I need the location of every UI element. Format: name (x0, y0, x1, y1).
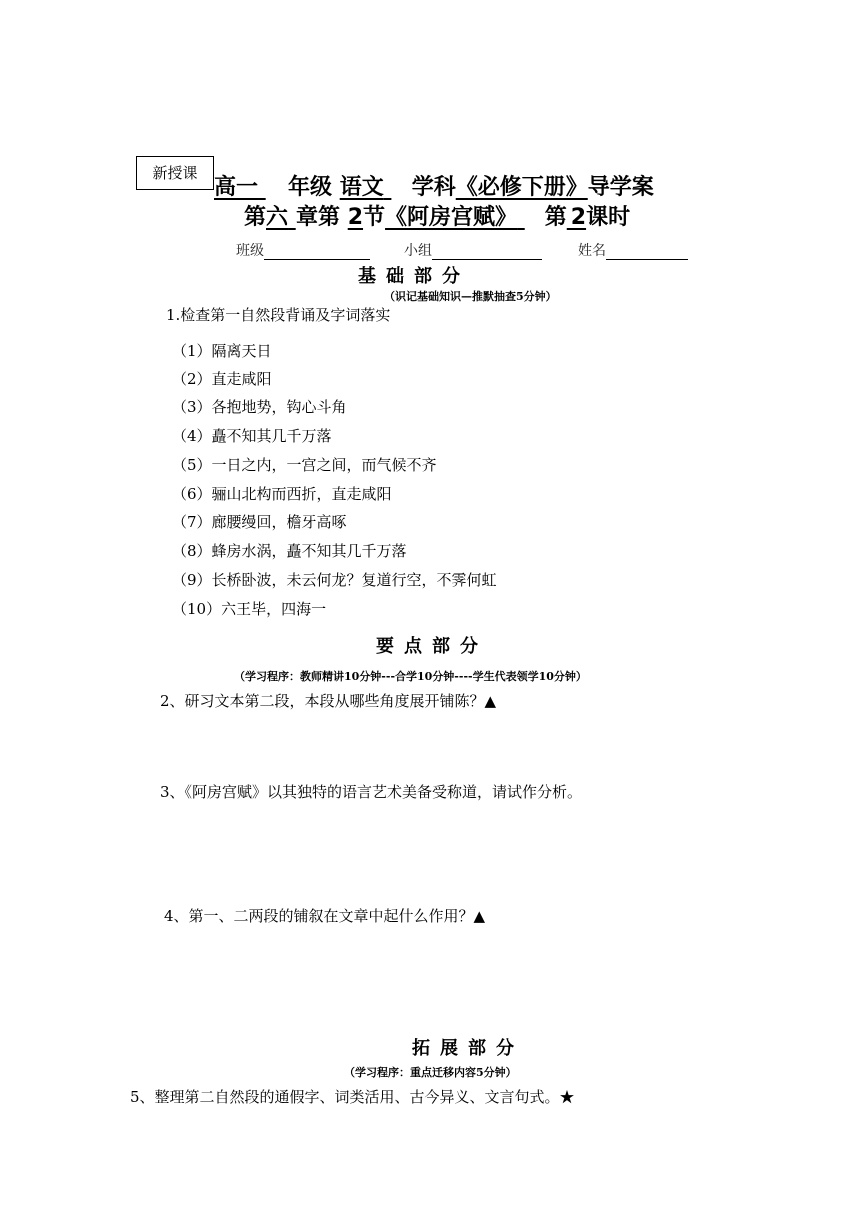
list-item: （7）廊腰缦回，檐牙高啄 (172, 513, 347, 531)
key-section-note: （学习程序：教师精讲10分钟---合学10分钟----学生代表领学10分钟） (234, 670, 587, 683)
hour-value: 2 (570, 205, 587, 230)
question-3: 3、《阿房宫赋》以其独特的语言艺术美备受称道，请试作分析。 (160, 783, 583, 801)
list-item: （4）矗不知其几千万落 (172, 427, 332, 445)
name-field: 姓名 (578, 240, 688, 260)
basic-section-note: （识记基础知识—推默抽查5分钟） (384, 290, 557, 303)
section-value: 2 (347, 205, 364, 230)
question-5: 5、整理第二自然段的通假字、词类活用、古今异义、文言句式。★ (130, 1088, 575, 1106)
grade-value: 高一 (214, 175, 259, 200)
chapter-value: 六 (266, 205, 289, 230)
question-4: 4、第一、二两段的铺叙在文章中起什么作用？▲ (164, 907, 486, 925)
class-field: 班级 (236, 240, 370, 260)
book-value: 《必修下册》 (455, 175, 588, 200)
group-blank[interactable] (432, 245, 542, 260)
key-section-title: 要点部分 (376, 636, 488, 657)
class-blank[interactable] (264, 245, 370, 260)
basic-section-title: 基础部分 (358, 266, 470, 287)
list-item: （3）各抱地势，钩心斗角 (172, 398, 347, 416)
lesson-title: 《阿房宫赋》 (385, 205, 518, 230)
list-item: （2）直走咸阳 (172, 370, 272, 388)
question-1: 1.检查第一自然段背诵及字词落实 (166, 306, 391, 324)
list-item: （1）隔离天日 (172, 342, 272, 360)
lesson-type-tag: 新授课 (136, 156, 214, 190)
extend-section-note: （学习程序：重点迁移内容5分钟） (344, 1066, 517, 1079)
subject-word: 学科 (411, 175, 456, 200)
subject-value: 语文 (339, 175, 384, 200)
title-line-2: 第六 章第 2节《阿房宫赋》 第 2课时 (244, 205, 631, 230)
question-2: 2、研习文本第二段，本段从哪些角度展开铺陈？▲ (160, 692, 497, 710)
list-item: （9）长桥卧波，未云何龙？复道行空，不霁何虹 (172, 571, 497, 589)
list-item: （5）一日之内，一宫之间，而气候不齐 (172, 456, 437, 474)
extend-section-title: 拓展部分 (412, 1038, 524, 1059)
title-line-1 (214, 170, 654, 201)
group-field: 小组 (404, 240, 542, 260)
grade-word: 年级 (288, 175, 333, 200)
name-blank[interactable] (606, 245, 688, 260)
list-item: （8）蜂房水涡，矗不知其几千万落 (172, 542, 407, 560)
list-item: （6）骊山北构而西折，直走咸阳 (172, 485, 392, 503)
list-item: （10）六王毕，四海一 (172, 600, 327, 618)
title-suffix: 导学案 (587, 175, 654, 200)
